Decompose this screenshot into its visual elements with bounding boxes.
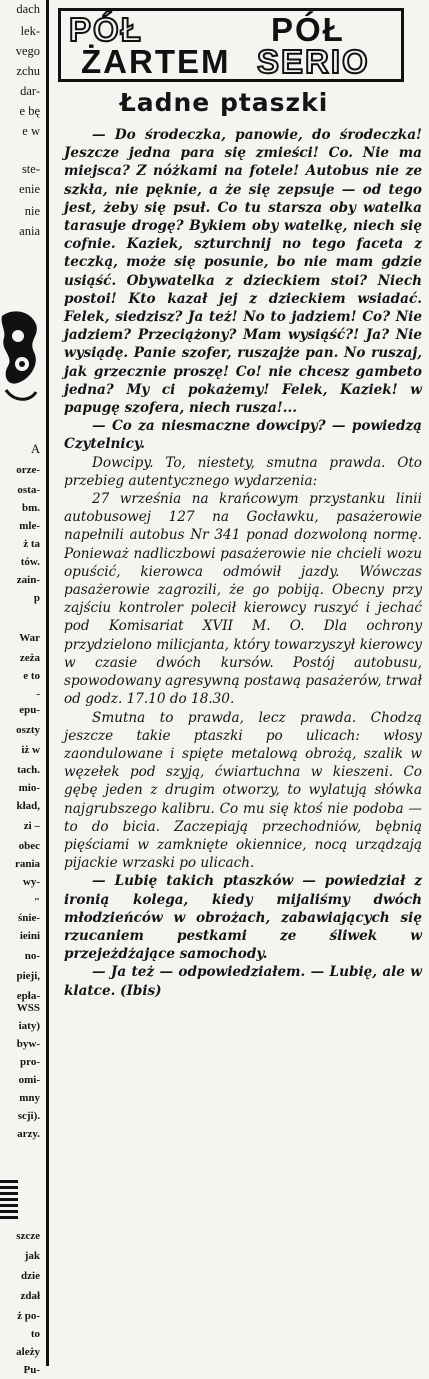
adjacent-illustration-fragment — [0, 306, 40, 406]
adjacent-column-text: enie — [19, 182, 40, 196]
adjacent-column-text: ależy — [16, 1346, 40, 1358]
adjacent-column-text: dzie — [21, 1270, 40, 1282]
adjacent-column-text: dar- — [20, 84, 40, 98]
column-divider — [46, 0, 49, 1366]
adjacent-column-text: iaty) — [18, 1020, 40, 1032]
adjacent-column-text: rania — [14, 858, 40, 870]
adjacent-column-text: epu- — [19, 704, 40, 716]
adjacent-column-text: lek- — [20, 24, 40, 38]
adjacent-column-text: ania — [19, 224, 40, 238]
adjacent-column-text: nie — [24, 204, 40, 218]
adjacent-column-text: p — [33, 592, 40, 604]
adjacent-column-text: omi- — [18, 1074, 40, 1086]
adjacent-column-text: dach — [16, 2, 40, 16]
adjacent-column-text: - — [36, 688, 40, 700]
adjacent-column-text: to — [30, 1328, 40, 1340]
adjacent-column-text: mny — [19, 1092, 40, 1104]
adjacent-column-text: " — [33, 896, 40, 908]
adjacent-column-text: kład, — [16, 800, 40, 812]
adjacent-column-text: osta- — [17, 484, 40, 496]
adjacent-column-text: śnie- — [18, 912, 40, 924]
adjacent-column-text: tów. — [20, 556, 40, 568]
adjacent-column-text: bm. — [21, 502, 40, 514]
adjacent-column-text: zi – — [23, 820, 40, 832]
adjacent-column-text: zain- — [16, 574, 40, 586]
adjacent-column-text: A — [30, 442, 40, 456]
adjacent-column-text: arzy. — [17, 1128, 40, 1140]
adjacent-column-text: ste- — [21, 162, 40, 176]
adjacent-column-text: zdał — [20, 1290, 40, 1302]
adjacent-column-text: e bę — [19, 104, 40, 118]
column-masthead — [58, 8, 404, 82]
adjacent-column-text: vego — [15, 44, 40, 58]
adjacent-column-text: obec — [18, 840, 40, 852]
article-paragraph-2: — Co za niesmaczne dowcipy? — powiedzą Czytelnicy. — [64, 418, 422, 453]
adjacent-column-text: iż w — [21, 744, 40, 756]
adjacent-column-text: War — [19, 632, 40, 644]
adjacent-column-text: e w — [22, 124, 40, 138]
adjacent-column-text: pieji, — [16, 970, 40, 982]
masthead-word-pol-2: PÓŁ — [271, 11, 345, 48]
adjacent-column-text: epła- — [16, 990, 40, 1002]
adjacent-column-text: tach. — [17, 764, 40, 776]
article-paragraph-7: — Ja też — odpowiedziałem. — Lubię, ale w klatce. (Ibis) — [64, 964, 422, 999]
adjacent-column-text: orze- — [16, 464, 40, 476]
adjacent-column-text: scji). — [17, 1110, 40, 1122]
adjacent-column-text: no- — [24, 950, 40, 962]
article-paragraph-4: 27 września na krańcowym przystanku linii autobusowej 127 na Gocławku, pasażerowie napełnili autobus Nr 341 ponad dozwoloną normę. Ponieważ nadliczbowi pasażerowie nie chcieli wozu opuścić, kierowca odmówił jazdy. Wówczas pasażerowie zagrozili, że go pobiją. Obecny przy zajściu kontroler polecił kierowcy ruszyć i jechać pod Komisariat XVII M. O. Dla ochrony przydzielono milicjanta, który towarzyszył kierowcy w czasie dwóch kursów. Postój autobusu, spowodowany agresywną postawą pasażerów, trwał od godz. 17.10 do 18.30. — [64, 491, 422, 708]
adjacent-column-text: oszty — [16, 724, 40, 736]
article-paragraph-5: Smutna to prawda, lecz prawda. Chodzą jeszcze takie ptaszki po ulicach: włosy zaondulowane i spięte metalową obrożą, szalik w węzełek pod szyją, ćwiartuchna w kieszeni. Co gębę jeden z drugim otworzy, to wylatują słówka najgrubszego kalibru. Co mu się ktoś nie podoba — to do bicia. Zaczepiają przechodniów, bębnią pięściami w zamknięte okiennice, nocą urządzają pijackie wrzaski po ulicach. — [64, 709, 422, 872]
article-paragraph-3: Dowcipy. To, niestety, smutna prawda. Oto przebieg autentycznego wydarzenia: — [64, 454, 422, 489]
masthead-word-zartem: ŻARTEM — [81, 43, 231, 80]
article-body — [64, 126, 422, 1000]
adjacent-column-text: szcze — [16, 1230, 40, 1242]
adjacent-column-text: e to — [23, 670, 40, 682]
article-title: Ładne ptaszki — [119, 88, 329, 117]
adjacent-column-text: Pu- — [23, 1364, 40, 1376]
adjacent-ornament-fragment — [0, 1180, 18, 1224]
adjacent-column-text: ieini — [19, 930, 40, 942]
adjacent-column-fragment — [0, 0, 44, 1376]
adjacent-column-text: ż po- — [17, 1310, 40, 1322]
article-column — [54, 0, 425, 1366]
adjacent-column-text: zchu — [16, 64, 40, 78]
adjacent-column-text: WSS — [16, 1002, 40, 1014]
adjacent-column-text: mle- — [19, 520, 40, 532]
adjacent-column-text: zeża — [19, 652, 40, 664]
adjacent-column-text: ż ta — [23, 538, 40, 550]
adjacent-column-text: mio- — [18, 782, 40, 794]
adjacent-column-text: jak — [24, 1250, 40, 1262]
article-paragraph-1: — Do środeczka, panowie, do środeczka! Jeszcze jedna para się zmieści! Co. Nie ma miejsca? Z nóżkami na fotele! Autobus nie ze szkła, nie pęknie, a że się zepsuje — od tego jest, żeby się psuł. Co tu starsza oby watelka tarasuje drogę? Bykiem oby watelkę, niech się cofnie. Kaziek, szturchnij no tego faceta z teczką, może się posunie, bo nie mam gdzie usiąść. Obywatelka z dzieckiem stoi? Niech postoi! Kto kazał jej z dzieckiem wsiadać. Felek, siedzisz? Ja też! No to jadziem! Co? Nie jadziem? Przeciążony? Mam wysiąść?! Ja? Nie wysiądę. Panie szofer, ruszajże pan. No ruszaj, jak grzecznie proszę! Co! nie chcesz gambeto jedna? My ci pokażemy! Felek, Kaziek! w papugę szofera, niech rusza!... — [64, 127, 422, 417]
article-paragraph-6: — Lubię takich ptaszków — powiedział z ironią kolega, kiedy mijaliśmy dwóch młodzieńców w obrożach, zabawiających się rzucaniem pestkami ze śliwek w przejeżdżające samochody. — [64, 873, 422, 963]
adjacent-column-text: pro- — [20, 1056, 40, 1068]
masthead-word-serio: SERIO — [257, 43, 370, 80]
adjacent-column-text: byw- — [16, 1038, 40, 1050]
masthead-word-pol-1: PÓŁ — [69, 11, 143, 48]
adjacent-column-text: wy- — [22, 876, 40, 888]
